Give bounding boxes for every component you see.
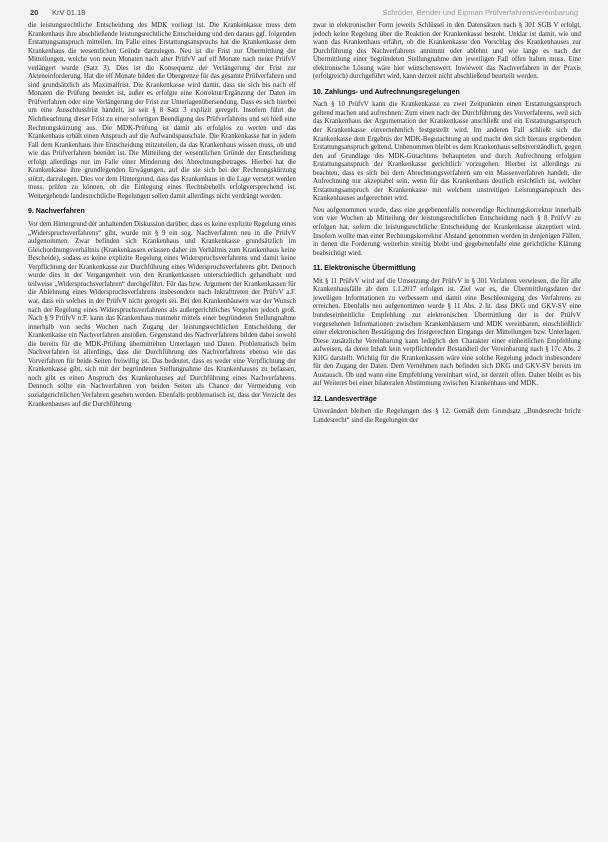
paragraph: Neu aufgenommen wurde, dass eine gegebenenfalls notwendige Rechnungskorrektur innerhalb von vier Wochen ab Mitteilung der leistungsrechtlichen Entscheidung nach § 8 PrüfvV zu erfolgen hat, sofern die leistungsrechtliche Entscheidung der Krankenkasse akzeptiert wird. Insofern wollte man einer Rechnungskorrektur Abstand genommen werden in denjenigen Fällen, in denen die Forderung weiterhin streitig bleibt und gegebenenfalls eine gerichtliche Klärung beabsichtigt wird. — [313, 206, 581, 257]
page-header — [30, 6, 578, 20]
left-column — [28, 22, 296, 836]
page-number: 20 — [30, 8, 39, 17]
running-title: Schröder, Bender und Eipman Prüfverfahrensvereinbarung — [382, 8, 578, 17]
paragraph: Mit § 11 PrüfvV wird auf die Umsetzung der PrüfvV in § 301 Verfahren verwiesen, die für alle Krankenhausfälle ab dem 1.1.2017 erfolgen ist. Ziel war es, die Übermittlungsdaten der jeweiligen Informationen zu verbessern und damit eine Beschleunigung des Verfahrens zu erreichen. Ebenfalls neu aufgenommen wurde § 11 Abs. 2 lit. dass DKG und GKV-SV eine bundeseinheitliche Empfehlung zur elektronischen Übermittlung der in der PrüfvV vorgesehenen Informationen zwischen Krankenhäusern und MDK vereinbaren, einschließlich einer elektronischen Bestätigung des fristgerechten Eingangs der Mitteilungen bzw. Unterlagen. Diese zusätzliche Vereinbarung kann lediglich den Charakter einer einheitlichen Empfehlung aufweisen, da deren Inhalt kein verpflichtender Bestandteil der Vereinbarung nach § 17c Abs. 2 KHG darstellt. Wichtig für die Krankenkassen wäre eine solche Regelung jedoch insbesondere für den Zugang der Daten. Dem Vernehmen nach befinden sich DKG und GKV-SV bereits im Austausch. Ob und wann eine Empfehlung vereinbart wird, ist derzeit offen. Daher bleibt es bis auf Weiteres bei einer bilateralen Abstimmung zwischen Krankenhaus und MDK. — [313, 277, 581, 388]
section-heading-uebermittlung: 11. Elektronische Übermittlung — [313, 265, 416, 273]
paragraph: zwar in elektronischer Form jeweils Schlüssel in den Datensätzen nach § 301 SGB V erfolgt, jedoch keine Regelung über die Reaktion der Krankenkasse besteht. Unklar ist damit, wie und wann das Krankenhaus erfährt, ob die Krankenkasse den Vorschlag des Krankenhauses zur Durchführung des Nachverfahrens annimmt oder ablehnt und wie lange es nach der Übermittlung einer begründeten Stellungnahme den jeweiligen Fall offen halten muss. Eine elektronische Lösung wäre hier wünschenswert. Inwieweit das Nachverfahren in der Praxis (erfolgreich) durchgeführt wird, kann derzeit nicht abschließend beurteilt werden. — [313, 22, 581, 81]
section-heading-zahlung: 10. Zahlungs- und Aufrechnungsregelungen — [313, 88, 460, 96]
paragraph: Unverändert bleiben die Regelungen des § 12. Gemäß dem Grundsatz „Bundesrecht bricht Landesrecht“ sind die Regelungen der — [313, 408, 581, 424]
right-column — [313, 22, 581, 836]
journal-name: KrV 01.18 — [52, 8, 86, 17]
paragraph: die leistungsrechtliche Entscheidung des MDK vorliegt ist. Die Krankenkasse muss dem Krankenhaus ihre abschließende leistungsrechtliche Entscheidung und den daraus ggf. folgenden Erstattungsanspruch mitteilen. Im Falle eines Erstattungsanspruchs hat die Krankenkasse dem Krankenhaus die wesentlichen Gründe darzulegen. Neu ist die Frist zur Übermittlung der Mitteilungen, welche von neun Monaten nach alter PrüfvV auf elf Monate nach neuer PrüfvV verlängert wurde (Satz 3). Dies ist die Konsequenz der Verlängerung der Frist zur Akteneinforderung. Hat die elf Monate bilden die Obergrenze für das gesamte Prüfverfahren und sind grundsätzlich als Maximalfrist. Die Krankenkasse wird damit, dass sie sich bis nach elf Monaten die Prüfung beendet ist, außer es erfolgte eine Korrektur/Ergänzung der Daten im Prüfverfahren oder eine Verlängerung der Frist zur Unterlagenübersendung. Dass es sich hierbei um eine Ausschlussfrist handelt, ist seit § 8 Satz 3 explizit geregelt. Insofern führt die Nichtbeachtung dieser Frist zu einer sofortigen Beendigung des Prüfverfahrens und sei hieß eine Rechnungskürzung aus. Die MDK-Prüfung ist damit als erfolglos zu werten und das Krankenhaus erhält einen Anspruch auf die Aufwandspauschale. Die Krankenkasse hat in jedem Fall dem Krankenhaus ihre Entscheidung mitzuteilen, da das Krankenhaus wissen muss, ob und wie das Prüfverfahren beendet ist. Die Mitteilung der wesentlichen Gründe der Entscheidung erfolgt allerdings nur im Falle einer Minderung des Abrechnungsbetrages. Hierbei hat die Krankenkasse ihre grundlegenden Erwägungen, auf die sie sich bei der Rechnungskürzung stützt, darzulegen. Dies vor dem Hintergrund, dass das Krankenhaus in die Lage versetzt werden muss, prüfen zu können, ob die Einlegung eines Rechtsbehelfs erfolgversprechend ist. Weitergehende landesrechtliche Regelungen sollen damit allerdings nicht verdrängt werden. — [28, 22, 296, 200]
section-heading-nachverfahren: 9. Nachverfahren — [28, 208, 85, 216]
paragraph: Vor dem Hintergrund der anhaltenden Diskussion darüber, dass es keine explizite Regelung eines „Widerspruchsverfahrens“ gibt, wurde mit § 9 ein sog. Nachverfahren neu in die PrüfvV aufgenommen. Zwar befinden sich Krankenhaus und Krankenkasse grundsätzlich im Gleichordnungsverhältnis (Krankenkassen erlassen daher im Verhältnis zum Krankenhaus keine Bescheide), sodass es keine explizite Regelung eines Widerspruchsverfahrens und damit keine Verpflichtung der Krankenkasse zur Durchführung eines Widerspruchsverfahrens gibt. Dennoch wurde dies in der Vergangenheit von den Krankenkassen unterschiedlich gehandhabt und teilweise „Widerspruchsverfahren“ durchgeführt. Für das bzw. Argument der Krankenkassen für die Ablehnung eines Widerspruchsverfahrens insbesondere nach Inkrafttreten der PrüfvV a.F. war, dass ein solches in der PrüfvV nicht geregelt sei. Bei den Krankenhäusern war der Wunsch nach der Regelung eines Widerspruchsverfahrens als außergerichtliches Vorgehen jedoch groß. Nach § 9 PrüfvV n.F. kann das Krankenhaus nunmehr mittels einer begründeten Stellungnahme innerhalb von sechs Wochen nach Zugang der leistungsrechtlichen Entscheidung der Krankenkasse ein Nachverfahren anstoßen. Gegenstand des Nachverfahrens bilden dabei sowohl die bereits für die MDK-Prüfung übermittelten Unterlagen und Daten. Problematisch beim Nachverfahren ist allerdings, dass die Durchführung des Nachverfahrens ebenso wie das Vorverfahren für beide Seiten freiwillig ist. Das bedeutet, dass es weder eine Verpflichtung der Krankenkasse gibt, sich mit der begründeten Stellungnahme des Krankenhauses zu befassen, noch gibt es einen Anspruch des Krankenhauses auf Durchführung eines Nachverfahrens. Dennoch sollte ein Nachverfahren von beiden Seiten als Chance der Vermeidung von sozialgerichtlichen Verfahren gesehen werden. Ebenfalls problematisch ist, dass der Verzicht des Krankenhauses auf die Durchführung — [28, 221, 296, 408]
section-heading-landesvertraege: 12. Landesverträge — [313, 395, 377, 403]
paragraph: Nach § 10 PrüfvV kann die Krankenkasse zu zwei Zeitpunkten einen Erstattungsanspruch geltend machen und aufrechnen: Zum einen nach der Durchführung des Vorverfahrens, weil sich das Krankenhaus der Argumentation der Krankenkasse anschließt und ein Erstattungsanspruch der Krankenkasse einvernehmlich festgestellt wird. Im anderen Fall schließt sich die Krankenkasse dem Ergebnis der MDK-Begutachtung an und macht den sich hieraus ergebenden Erstattungsanspruch geltend. Unbenommen bleibt es dem Krankenhaus selbstverständlich, gegen den auf Grundlage des MDK-Gutachtens behaupteten und durch Aufrechnung erfolgten Erstattungsanspruch der Krankenkasse gerichtlich vorzugehen. Hierbei ist allerdings zu beachten, dass es sich bei dem Abrechnungsverfahren um ein Massenverfahren handelt, die Aufrechnung nur akzeptabel sein, wenn für das Krankenhaus deutlich ersichtlich ist, welcher Erstattungsanspruch der Krankenkasse mit welchem unstreitigen Leistungsanspruch des Krankenhauses aufgerechnet wird. — [313, 101, 581, 203]
